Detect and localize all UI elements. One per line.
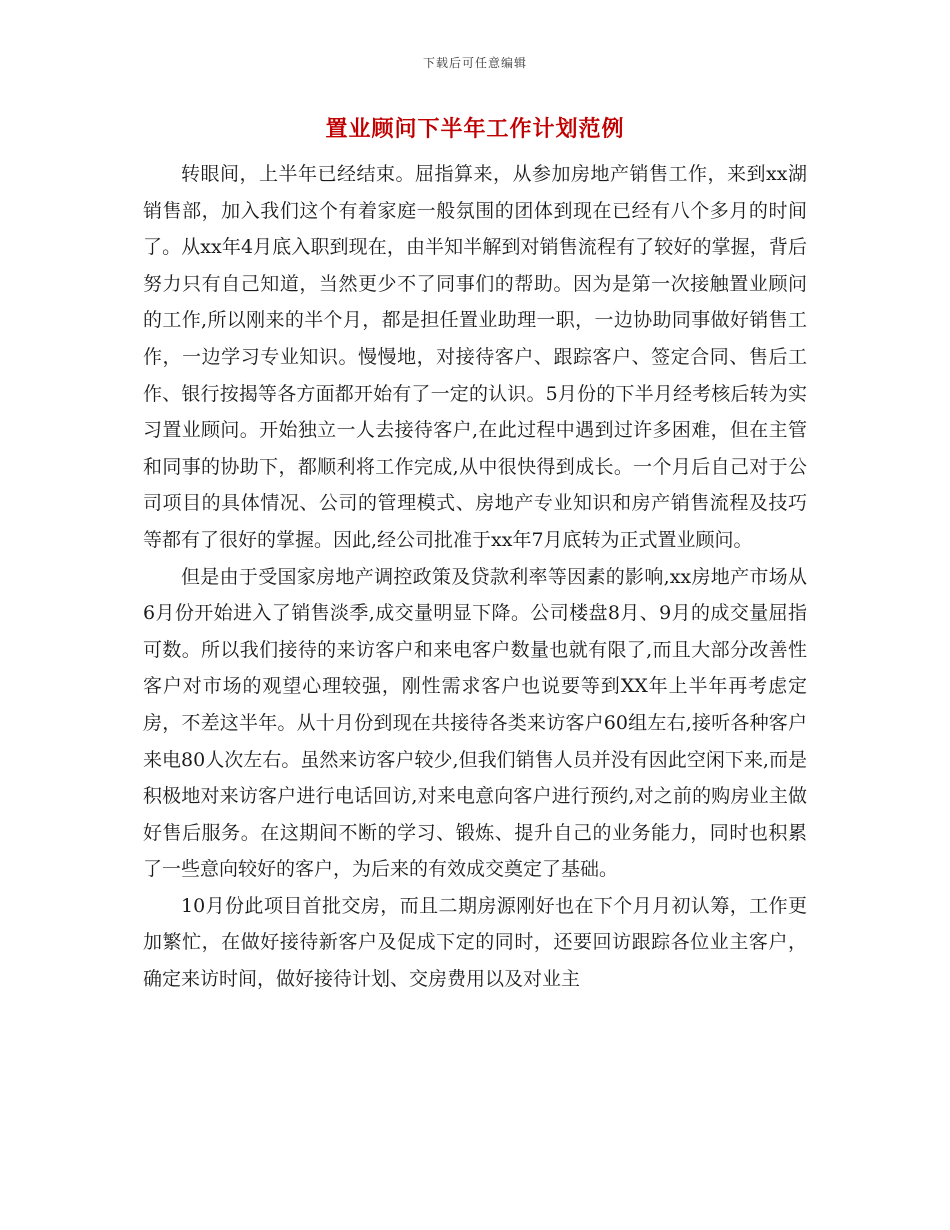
paragraph-1: 转眼间，上半年已经结束。屈指算来，从参加房地产销售工作，来到xx湖销售部，加入我们这个有着家庭一般氛围的团体到现在已经有八个多月的时间了。从xx年4月底入职到现在，由半知半解到对销售流程有了较好的掌握，背后努力只有自己知道，当然更少不了同事们的帮助。因为是第一次接触置业顾问的工作,所以刚来的半个月，都是担任置业助理一职，一边协助同事做好销售工作，一边学习专业知识。慢慢地，对接待客户、跟踪客户、签定合同、售后工作、银行按揭等各方面都开始有了一定的认识。5月份的下半月经考核后转为实习置业顾问。开始独立一人去接待客户,在此过程中遇到过许多困难，但在主管和同事的协助下，都顺利将工作完成,从中很快得到成长。一个月后自己对于公司项目的具体情况、公司的管理模式、房地产专业知识和房产销售流程及技巧等都有了很好的掌握。因此,经公司批准于xx年7月底转为正式置业顾问。	[143, 163, 807, 551]
paragraph-3: 10月份此项目首批交房，而且二期房源刚好也在下个月月初认筹，工作更加繁忙，在做好接待新客户及促成下定的同时，还要回访跟踪各位业主客户，确定来访时间，做好接待计划、交房费用以及对业主	[143, 894, 807, 991]
document-title: 置业顾问下半年工作计划范例	[325, 116, 625, 142]
document-body	[143, 156, 807, 998]
paragraph-2: 但是由于受国家房地产调控政策及贷款利率等因素的影响,xx房地产市场从6月份开始进入了销售淡季,成交量明显下降。公司楼盘8月、9月的成交量屈指可数。所以我们接待的来访客户和来电客户数量也就有限了,而且大部分改善性客户对市场的观望心理较强，刚性需求客户也说要等到XX年上半年再考虑定房，不差这半年。从十月份到现在共接待各类来访客户60组左右,接听各种客户来电80人次左右。虽然来访客户较少,但我们销售人员并没有因此空闲下来,而是积极地对来访客户进行电话回访,对来电意向客户进行预约,对之前的购房业主做好售后服务。在这期间不断的学习、锻炼、提升自己的业务能力，同时也积累了一些意向较好的客户，为后来的有效成交奠定了基础。	[143, 565, 807, 881]
header-note: 下载后可任意编辑	[422, 56, 527, 70]
